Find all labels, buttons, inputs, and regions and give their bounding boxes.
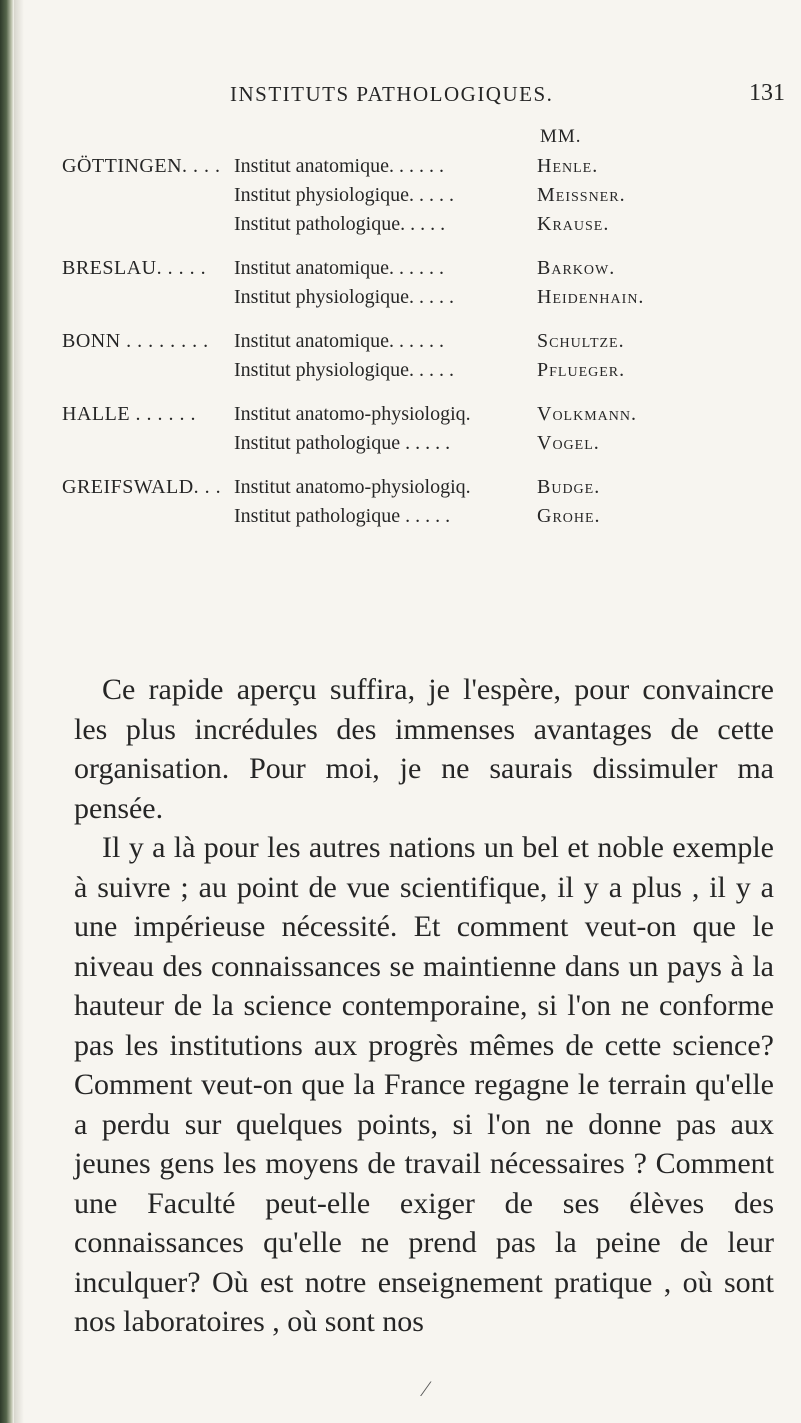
city-name: GREIFSWALD. . . xyxy=(62,476,222,498)
book-spine-edge xyxy=(0,0,14,1423)
professor-name: Schultze. xyxy=(537,330,625,352)
professor-name: Henle. xyxy=(537,155,599,177)
institute-name: Institut anatomique. . . . . . xyxy=(234,155,444,177)
body-text xyxy=(74,670,774,1342)
directory-row xyxy=(62,473,782,502)
institute-name: Institut anatomo-physiologiq. xyxy=(234,403,471,425)
paragraph: Il y a là pour les autres nations un bel et noble exemple à suivre ; au point de vue scientifique, il y a plus , il y a une impérieuse nécessité. Et comment veut-on que le niveau des connaissances se maintienne dans un pays à la hauteur de la science contemporaine, si l'on ne conforme pas les institutions aux progrès mêmes de cette science? Comment veut-on que la France regagne le terrain qu'elle a perdu sur quelques points, si l'on ne donne pas aux jeunes gens les moyens de travail nécessaires ? Comment une Faculté peut-elle exiger de ses élèves des connaissances qu'elle ne prend pas la peine de leur inculquer? Où est notre enseignement pratique , où sont nos laboratoires , où sont nos xyxy=(74,831,774,1338)
directory-row xyxy=(62,152,782,181)
directory-row xyxy=(62,327,782,356)
city-name: BONN . . . . . . . . xyxy=(62,330,209,352)
institute-name: Institut anatomique. . . . . . xyxy=(234,330,444,352)
city-name: HALLE . . . . . . xyxy=(62,403,197,425)
institute-name: Institut anatomique. . . . . . xyxy=(234,257,444,279)
institute-name: Institut physiologique. . . . . xyxy=(234,286,454,308)
directory-row xyxy=(62,181,782,210)
city-block-halle xyxy=(62,400,782,458)
directory-row xyxy=(62,283,782,312)
professor-name: Budge. xyxy=(537,476,601,498)
running-head: INSTITUTS PATHOLOGIQUES. xyxy=(230,82,554,106)
institute-name: Institut pathologique. . . . . xyxy=(234,213,446,235)
institute-name: Institut physiologique. . . . . xyxy=(234,184,454,206)
institute-directory xyxy=(62,152,782,546)
professor-name: Heidenhain. xyxy=(537,286,645,308)
directory-row xyxy=(62,400,782,429)
page-header xyxy=(0,82,801,116)
city-block-bonn xyxy=(62,327,782,385)
professor-name: Barkow. xyxy=(537,257,616,279)
professor-name: Meissner. xyxy=(537,184,626,206)
page-number: 131 xyxy=(749,80,785,106)
city-block-breslau xyxy=(62,254,782,312)
city-block-greifswald xyxy=(62,473,782,531)
institute-name: Institut anatomo-physiologiq. xyxy=(234,476,471,498)
city-name: BRESLAU. . . . . xyxy=(62,257,207,279)
professor-name: Grohe. xyxy=(537,505,601,527)
city-name: GÖTTINGEN. . . . xyxy=(62,155,221,177)
city-block-gottingen xyxy=(62,152,782,239)
directory-row xyxy=(62,254,782,283)
paragraph: Ce rapide aperçu suffira, je l'espère, pour convaincre les plus incrédules des immenses avantages de cette organisation. Pour moi, je ne saurais dissimuler ma pensée. xyxy=(74,673,774,825)
directory-row xyxy=(62,502,782,531)
column-header-mm: MM. xyxy=(540,126,582,147)
professor-name: Vogel. xyxy=(537,432,600,454)
gutter-shadow xyxy=(14,0,24,1423)
directory-row xyxy=(62,356,782,385)
institute-name: Institut physiologique. . . . . xyxy=(234,359,454,381)
professor-name: Pflueger. xyxy=(537,359,626,381)
printer-mark: ⁄ xyxy=(424,1376,428,1401)
directory-row xyxy=(62,429,782,458)
professor-name: Krause. xyxy=(537,213,610,235)
directory-row xyxy=(62,210,782,239)
institute-name: Institut pathologique . . . . . xyxy=(234,432,451,454)
professor-name: Volkmann. xyxy=(537,403,637,425)
institute-name: Institut pathologique . . . . . xyxy=(234,505,451,527)
